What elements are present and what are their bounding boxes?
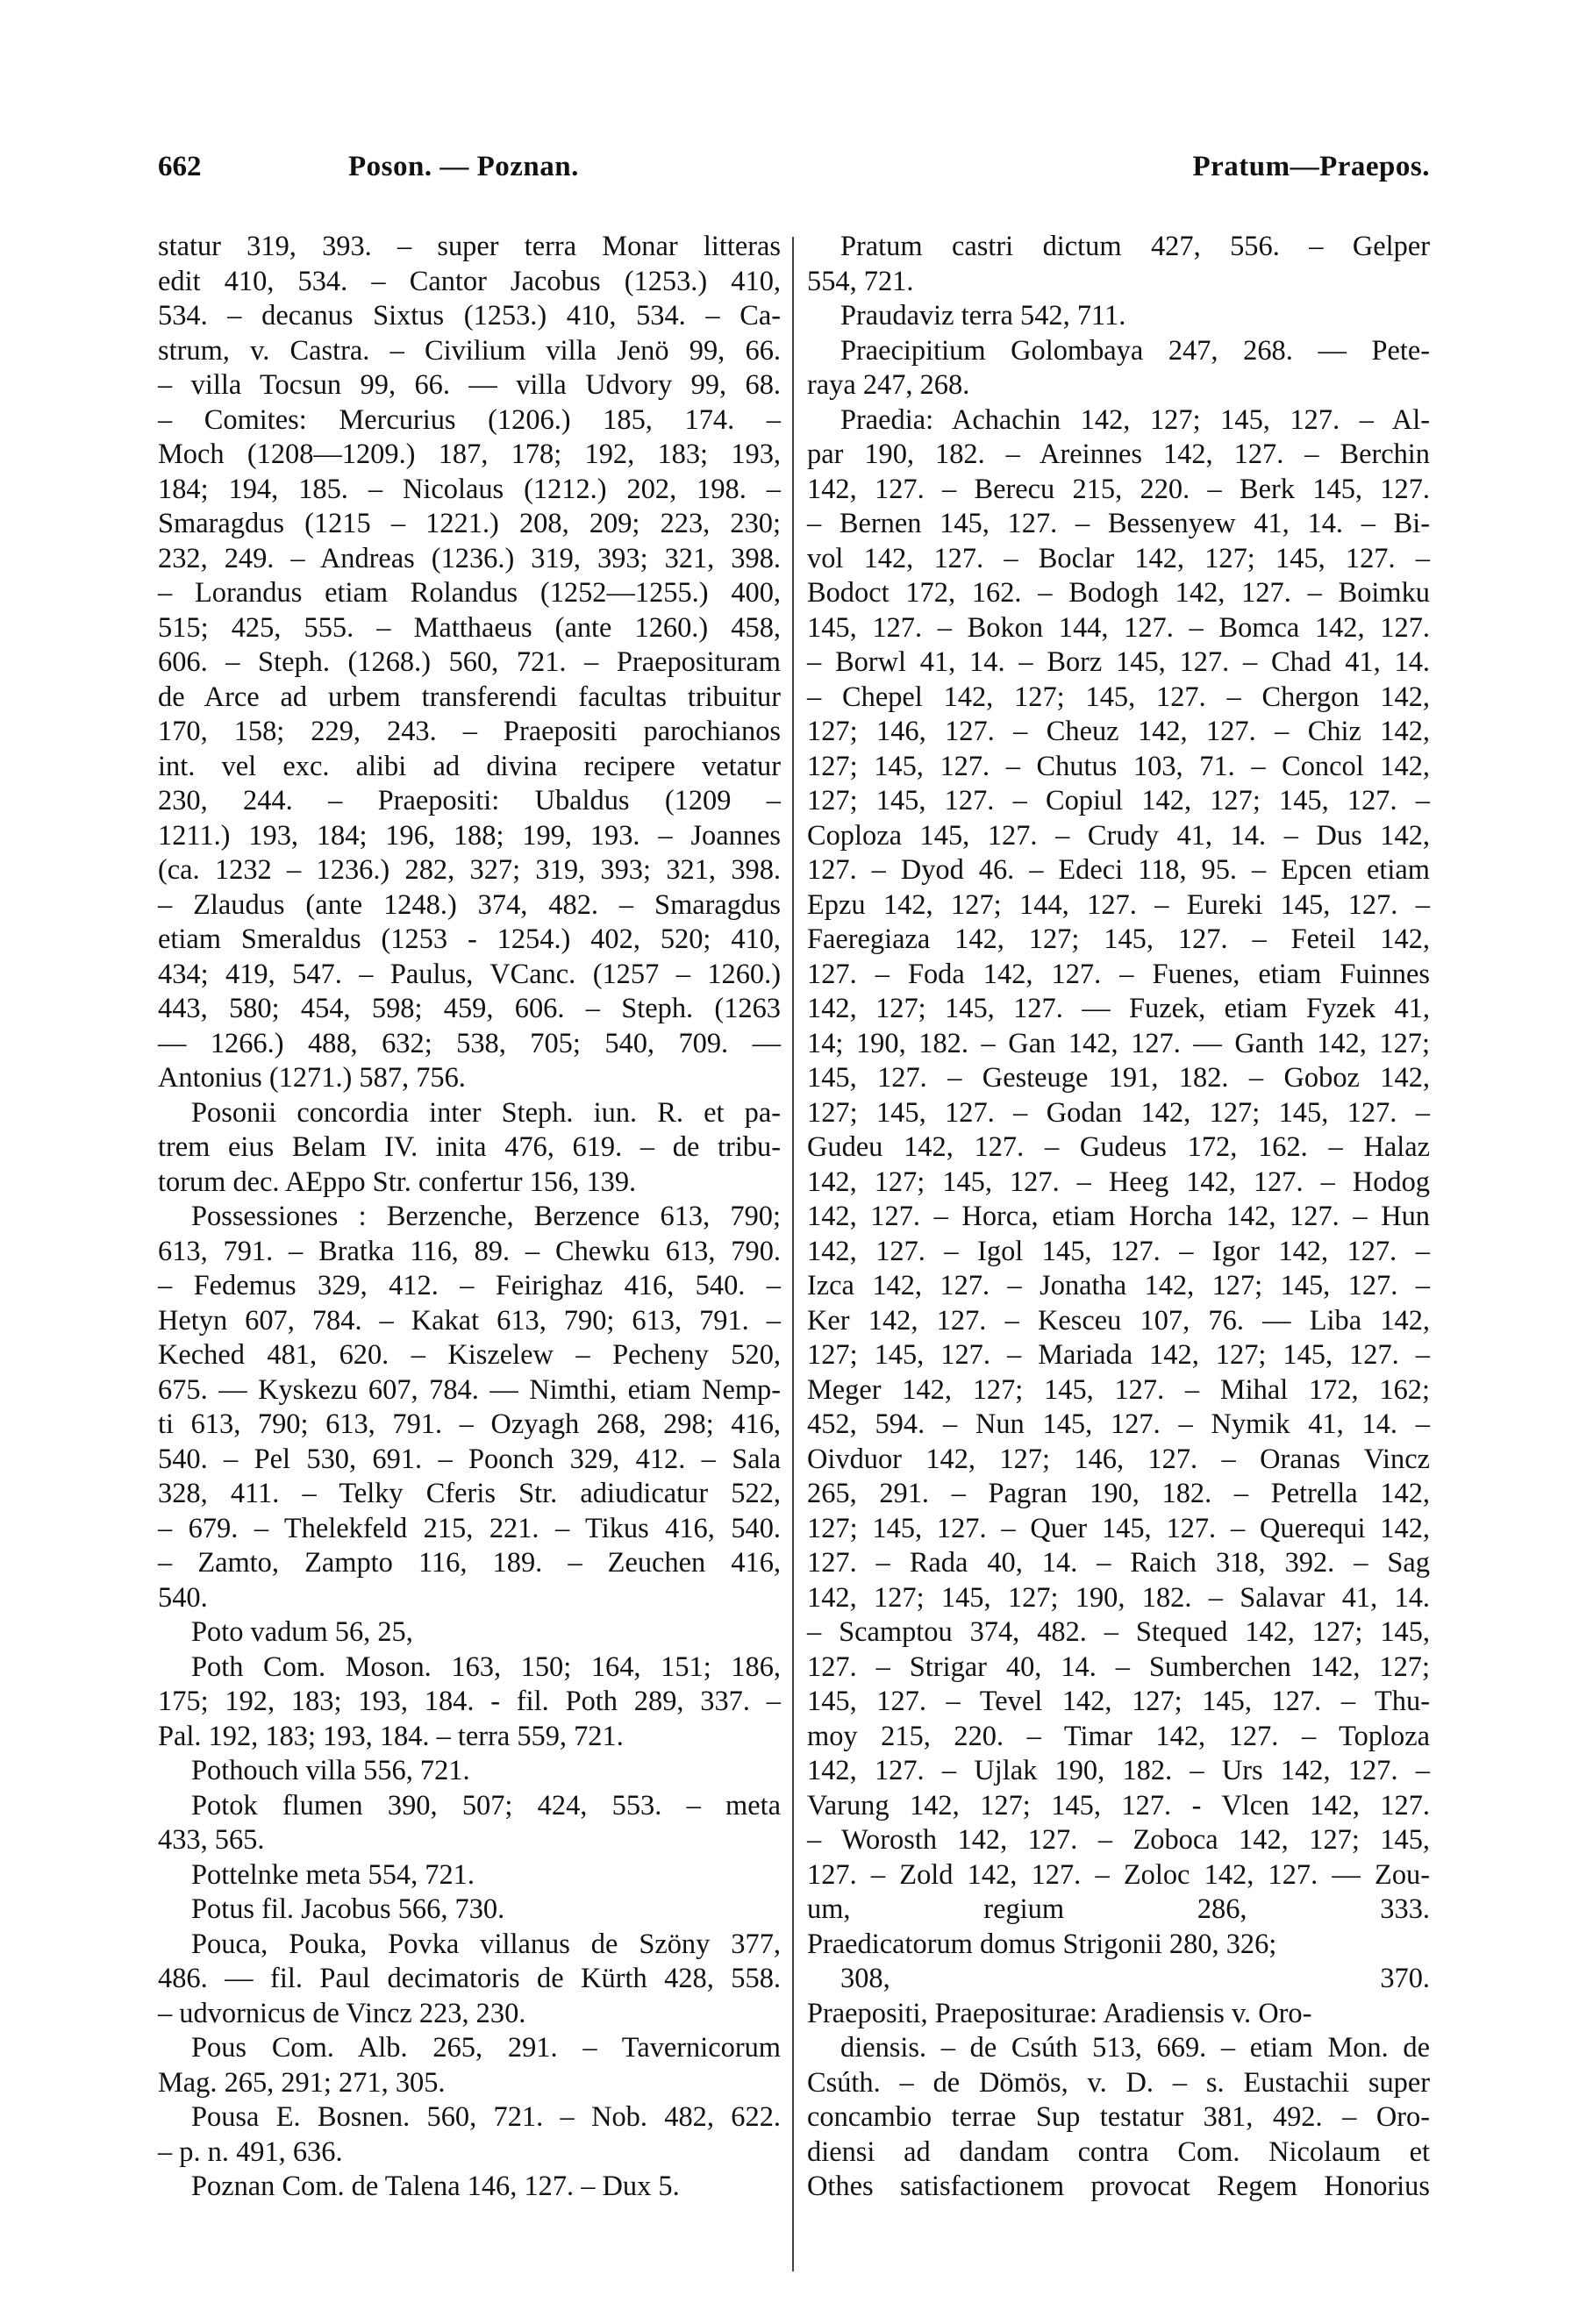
text-line: – 679. – Thelekfeld 215, 221. – Tikus 416, 540.: [158, 1512, 781, 1544]
text-line: 127. – Foda 142, 127. – Fuenes, etiam Fuinnes: [807, 958, 1430, 990]
text-line: 184; 194, 185. – Nicolaus (1212.) 202, 198. –: [158, 473, 781, 505]
text-line: Pousa E. Bosnen. 560, 721. – Nob. 482, 622.: [191, 2101, 781, 2133]
text-line: 145, 127. – Tevel 142, 127; 145, 127. – Thu-: [807, 1686, 1430, 1717]
text-line: 127; 145, 127. – Chutus 103, 71. – Concol 142,: [807, 750, 1430, 782]
text-line: 142, 127. – Horca, etiam Horcha 142, 127. – Hun: [807, 1201, 1430, 1232]
text-line: Smaragdus (1215 – 1221.) 208, 209; 223, 230;: [158, 508, 781, 539]
text-line: – Lorandus etiam Rolandus (1252—1255.) 400,: [158, 577, 781, 609]
text-line: par 190, 182. – Areinnes 142, 127. – Berchin: [807, 438, 1430, 470]
text-line: 675. — Kyskezu 607, 784. — Nimthi, etiam Nemp-: [158, 1373, 781, 1406]
text-line: Othes satisfactionem provocat Regem Honorius: [807, 2171, 1430, 2202]
text-line: 145, 127. – Gesteuge 191, 182. – Goboz 142,: [807, 1062, 1430, 1094]
text-line: 613, 791. – Bratka 116, 89. – Chewku 613, 790.: [158, 1235, 781, 1267]
text-line: – Borwl 41, 14. – Borz 145, 127. – Chad 41, 14.: [807, 646, 1430, 678]
right-running-title: Pratum—Praepos.: [1192, 151, 1430, 182]
text-line: Epzu 142, 127; 144, 127. – Eureki 145, 127. –: [807, 888, 1430, 921]
text-line: 142, 127. – Berecu 215, 220. – Berk 145, 127.: [807, 473, 1430, 505]
text-line: Pothouch villa 556, 721.: [191, 1755, 470, 1786]
text-line: 127; 145, 127. – Quer 145, 127. – Querequi 142,: [807, 1512, 1430, 1544]
text-line: Meger 142, 127; 145, 127. – Mihal 172, 162;: [807, 1373, 1430, 1406]
text-line: 265, 291. – Pagran 190, 182. – Petrella 142,: [807, 1478, 1430, 1509]
text-line: int. vel exc. alibi ad divina recipere vetatur: [158, 750, 781, 782]
text-line: 443, 580; 454, 598; 459, 606. – Steph. (1263: [158, 993, 781, 1024]
text-line: concambio terrae Sup testatur 381, 492. – Oro-: [807, 2101, 1430, 2133]
text-line: 308, 370.: [840, 1963, 1430, 1994]
left-running-title: Poson. — Poznan.: [348, 151, 579, 182]
text-line: Posonii concordia inter Steph. iun. R. et pa-: [191, 1096, 781, 1129]
text-line: (ca. 1232 – 1236.) 282, 327; 319, 393; 321, 398.: [158, 854, 781, 886]
text-line: 127. – Rada 40, 14. – Raich 318, 392. – Sag: [807, 1547, 1430, 1579]
text-line: Coploza 145, 127. – Crudy 41, 14. – Dus 142,: [807, 819, 1430, 852]
text-line: 127. – Zold 142, 127. – Zoloc 142, 127. — Zou-: [807, 1858, 1430, 1891]
text-line: Praedicatorum domus Strigonii 280, 326;: [807, 1928, 1277, 1960]
text-line: — 1266.) 488, 632; 538, 705; 540, 709. —: [158, 1027, 781, 1059]
text-line: 540. – Pel 530, 691. – Poonch 329, 412. – Sala: [158, 1443, 781, 1475]
text-line: ti 613, 790; 613, 791. – Ozyagh 268, 298; 416,: [158, 1408, 781, 1440]
text-line: torum dec. AEppo Str. confertur 156, 139.: [158, 1166, 637, 1198]
text-line: Potus fil. Jacobus 566, 730.: [191, 1893, 505, 1925]
text-line: 127. – Strigar 40, 14. – Sumberchen 142, 127;: [807, 1650, 1430, 1683]
text-line: Keched 481, 620. – Kiszelew – Pecheny 520,: [158, 1339, 781, 1371]
text-line: de Arce ad urbem transferendi facultas tribuitur: [158, 681, 781, 713]
text-line: Pottelnke meta 554, 721.: [191, 1858, 475, 1891]
text-line: 14; 190, 182. – Gan 142, 127. — Ganth 142, 127;: [807, 1027, 1430, 1059]
text-line: Possessiones : Berzenche, Berzence 613, 790;: [191, 1201, 781, 1232]
column-divider: [792, 237, 794, 2271]
text-line: – p. n. 491, 636.: [158, 2135, 343, 2168]
text-line: Poto vadum 56, 25,: [191, 1616, 413, 1648]
text-line: Moch (1208—1209.) 187, 178; 192, 183; 193,: [158, 438, 781, 470]
text-line: 606. – Steph. (1268.) 560, 721. – Praeposituram: [158, 646, 781, 678]
text-line: 434; 419, 547. – Paulus, VCanc. (1257 – 1260.): [158, 958, 781, 990]
text-line: Oivduor 142, 127; 146, 127. – Oranas Vincz: [807, 1443, 1430, 1475]
page-number: 662: [158, 151, 202, 182]
text-line: 540.: [158, 1581, 208, 1614]
text-line: Varung 142, 127; 145, 127. - Vlcen 142, 127.: [807, 1789, 1430, 1821]
text-line: um, regium 286, 333.: [807, 1893, 1430, 1925]
text-line: strum, v. Castra. – Civilium villa Jenö 99, 66.: [158, 334, 781, 367]
text-line: Gudeu 142, 127. – Gudeus 172, 162. – Halaz: [807, 1131, 1430, 1163]
text-line: 534. – decanus Sixtus (1253.) 410, 534. – Ca-: [158, 300, 781, 331]
text-line: Potok flumen 390, 507; 424, 553. – meta: [191, 1789, 781, 1821]
text-line: Antonius (1271.) 587, 756.: [158, 1062, 466, 1094]
text-line: Praudaviz terra 542, 711.: [840, 300, 1126, 331]
text-line: – Fedemus 329, 412. – Feirighaz 416, 540. –: [158, 1270, 781, 1301]
text-line: – Comites: Mercurius (1206.) 185, 174. –: [158, 403, 781, 436]
text-line: – Chepel 142, 127; 145, 127. – Chergon 142,: [807, 681, 1430, 713]
text-line: 433, 565.: [158, 1824, 265, 1856]
text-line: Pouca, Pouka, Povka villanus de Szöny 377,: [191, 1928, 781, 1960]
right-column: [807, 230, 1430, 2205]
left-column: [158, 230, 781, 2205]
text-line: statur 319, 393. – super terra Monar litteras: [158, 231, 781, 262]
text-line: edit 410, 534. – Cantor Jacobus (1253.) 410,: [158, 265, 781, 297]
text-line: 145, 127. – Bokon 144, 127. – Bomca 142, 127.: [807, 611, 1430, 644]
running-header: [158, 151, 1430, 195]
text-line: 127; 145, 127. – Mariada 142, 127; 145, 127. –: [807, 1339, 1430, 1371]
text-line: 127; 145, 127. – Godan 142, 127; 145, 127. –: [807, 1096, 1430, 1129]
text-line: Pal. 192, 183; 193, 184. – terra 559, 721.: [158, 1720, 624, 1752]
text-line: diensi ad dandam contra Com. Nicolaum et: [807, 2135, 1430, 2168]
text-line: 515; 425, 555. – Matthaeus (ante 1260.) 458,: [158, 611, 781, 644]
text-line: – udvornicus de Vincz 223, 230.: [158, 1997, 526, 2029]
text-line: moy 215, 220. – Timar 142, 127. – Toploza: [807, 1720, 1430, 1752]
text-line: Pratum castri dictum 427, 556. – Gelper: [840, 231, 1430, 262]
text-line: diensis. – de Csúth 513, 669. – etiam Mon. de: [840, 2032, 1430, 2064]
text-line: 1211.) 193, 184; 196, 188; 199, 193. – Joannes: [158, 819, 781, 852]
text-line: Poznan Com. de Talena 146, 127. – Dux 5.: [191, 2171, 680, 2202]
text-line: raya 247, 268.: [807, 369, 970, 401]
text-line: 328, 411. – Telky Cferis Str. adiudicatur 522,: [158, 1478, 781, 1509]
text-line: 230, 244. – Praepositi: Ubaldus (1209 –: [158, 785, 781, 816]
text-line: Izca 142, 127. – Jonatha 142, 127; 145, 127. –: [807, 1270, 1430, 1301]
text-line: Pous Com. Alb. 265, 291. – Tavernicorum: [191, 2032, 781, 2064]
text-line: 170, 158; 229, 243. – Praepositi parochianos: [158, 716, 781, 747]
text-line: etiam Smeraldus (1253 - 1254.) 402, 520; 410,: [158, 923, 781, 955]
text-line: 127; 145, 127. – Copiul 142, 127; 145, 127. –: [807, 785, 1430, 816]
text-line: Bodoct 172, 162. – Bodogh 142, 127. – Boimku: [807, 577, 1430, 609]
text-line: – Bernen 145, 127. – Bessenyew 41, 14. – Bi-: [807, 508, 1430, 539]
text-line: 142, 127; 145, 127; 190, 182. – Salavar 41, 14.: [807, 1581, 1430, 1614]
text-line: 142, 127; 145, 127. – Heeg 142, 127. – Hodog: [807, 1166, 1430, 1198]
text-line: Csúth. – de Dömös, v. D. – s. Eustachii super: [807, 2066, 1430, 2099]
text-line: 127. – Dyod 46. – Edeci 118, 95. – Epcen etiam: [807, 854, 1430, 886]
text-line: 486. — fil. Paul decimatoris de Kürth 428, 558.: [158, 1963, 781, 1994]
text-line: 127; 146, 127. – Cheuz 142, 127. – Chiz 142,: [807, 716, 1430, 747]
text-line: – Worosth 142, 127. – Zoboca 142, 127; 145,: [807, 1824, 1430, 1856]
text-line: – villa Tocsun 99, 66. — villa Udvory 99, 68.: [158, 369, 781, 401]
text-line: Mag. 265, 291; 271, 305.: [158, 2066, 446, 2099]
text-line: trem eius Belam IV. inita 476, 619. – de tribu-: [158, 1131, 781, 1163]
text-line: 232, 249. – Andreas (1236.) 319, 393; 321, 398.: [158, 542, 781, 574]
text-line: 142, 127. – Ujlak 190, 182. – Urs 142, 127. –: [807, 1755, 1430, 1786]
text-line: Faeregiaza 142, 127; 145, 127. – Feteil 142,: [807, 923, 1430, 955]
text-line: Ker 142, 127. – Kesceu 107, 76. — Liba 142,: [807, 1304, 1430, 1337]
text-line: – Scamptou 374, 482. – Stequed 142, 127; 145,: [807, 1616, 1430, 1648]
text-line: 175; 192, 183; 193, 184. - fil. Poth 289, 337. –: [158, 1686, 781, 1717]
text-line: Praepositi, Praepositurae: Aradiensis v. Oro-: [807, 1997, 1312, 2029]
text-line: Praecipitium Golombaya 247, 268. — Pete-: [840, 334, 1430, 367]
text-line: Hetyn 607, 784. – Kakat 613, 790; 613, 791. –: [158, 1304, 781, 1337]
text-line: 554, 721.: [807, 265, 914, 297]
text-line: vol 142, 127. – Boclar 142, 127; 145, 127. –: [807, 542, 1430, 574]
text-line: Praedia: Achachin 142, 127; 145, 127. – Al-: [840, 403, 1430, 436]
text-line: – Zlaudus (ante 1248.) 374, 482. – Smaragdus: [158, 888, 781, 921]
text-line: 452, 594. – Nun 145, 127. – Nymik 41, 14. –: [807, 1408, 1430, 1440]
text-line: 142, 127. – Igol 145, 127. – Igor 142, 127. –: [807, 1235, 1430, 1267]
text-line: – Zamto, Zampto 116, 189. – Zeuchen 416,: [158, 1547, 781, 1579]
text-line: 142, 127; 145, 127. — Fuzek, etiam Fyzek 41,: [807, 993, 1430, 1024]
text-line: Poth Com. Moson. 163, 150; 164, 151; 186,: [191, 1650, 781, 1683]
